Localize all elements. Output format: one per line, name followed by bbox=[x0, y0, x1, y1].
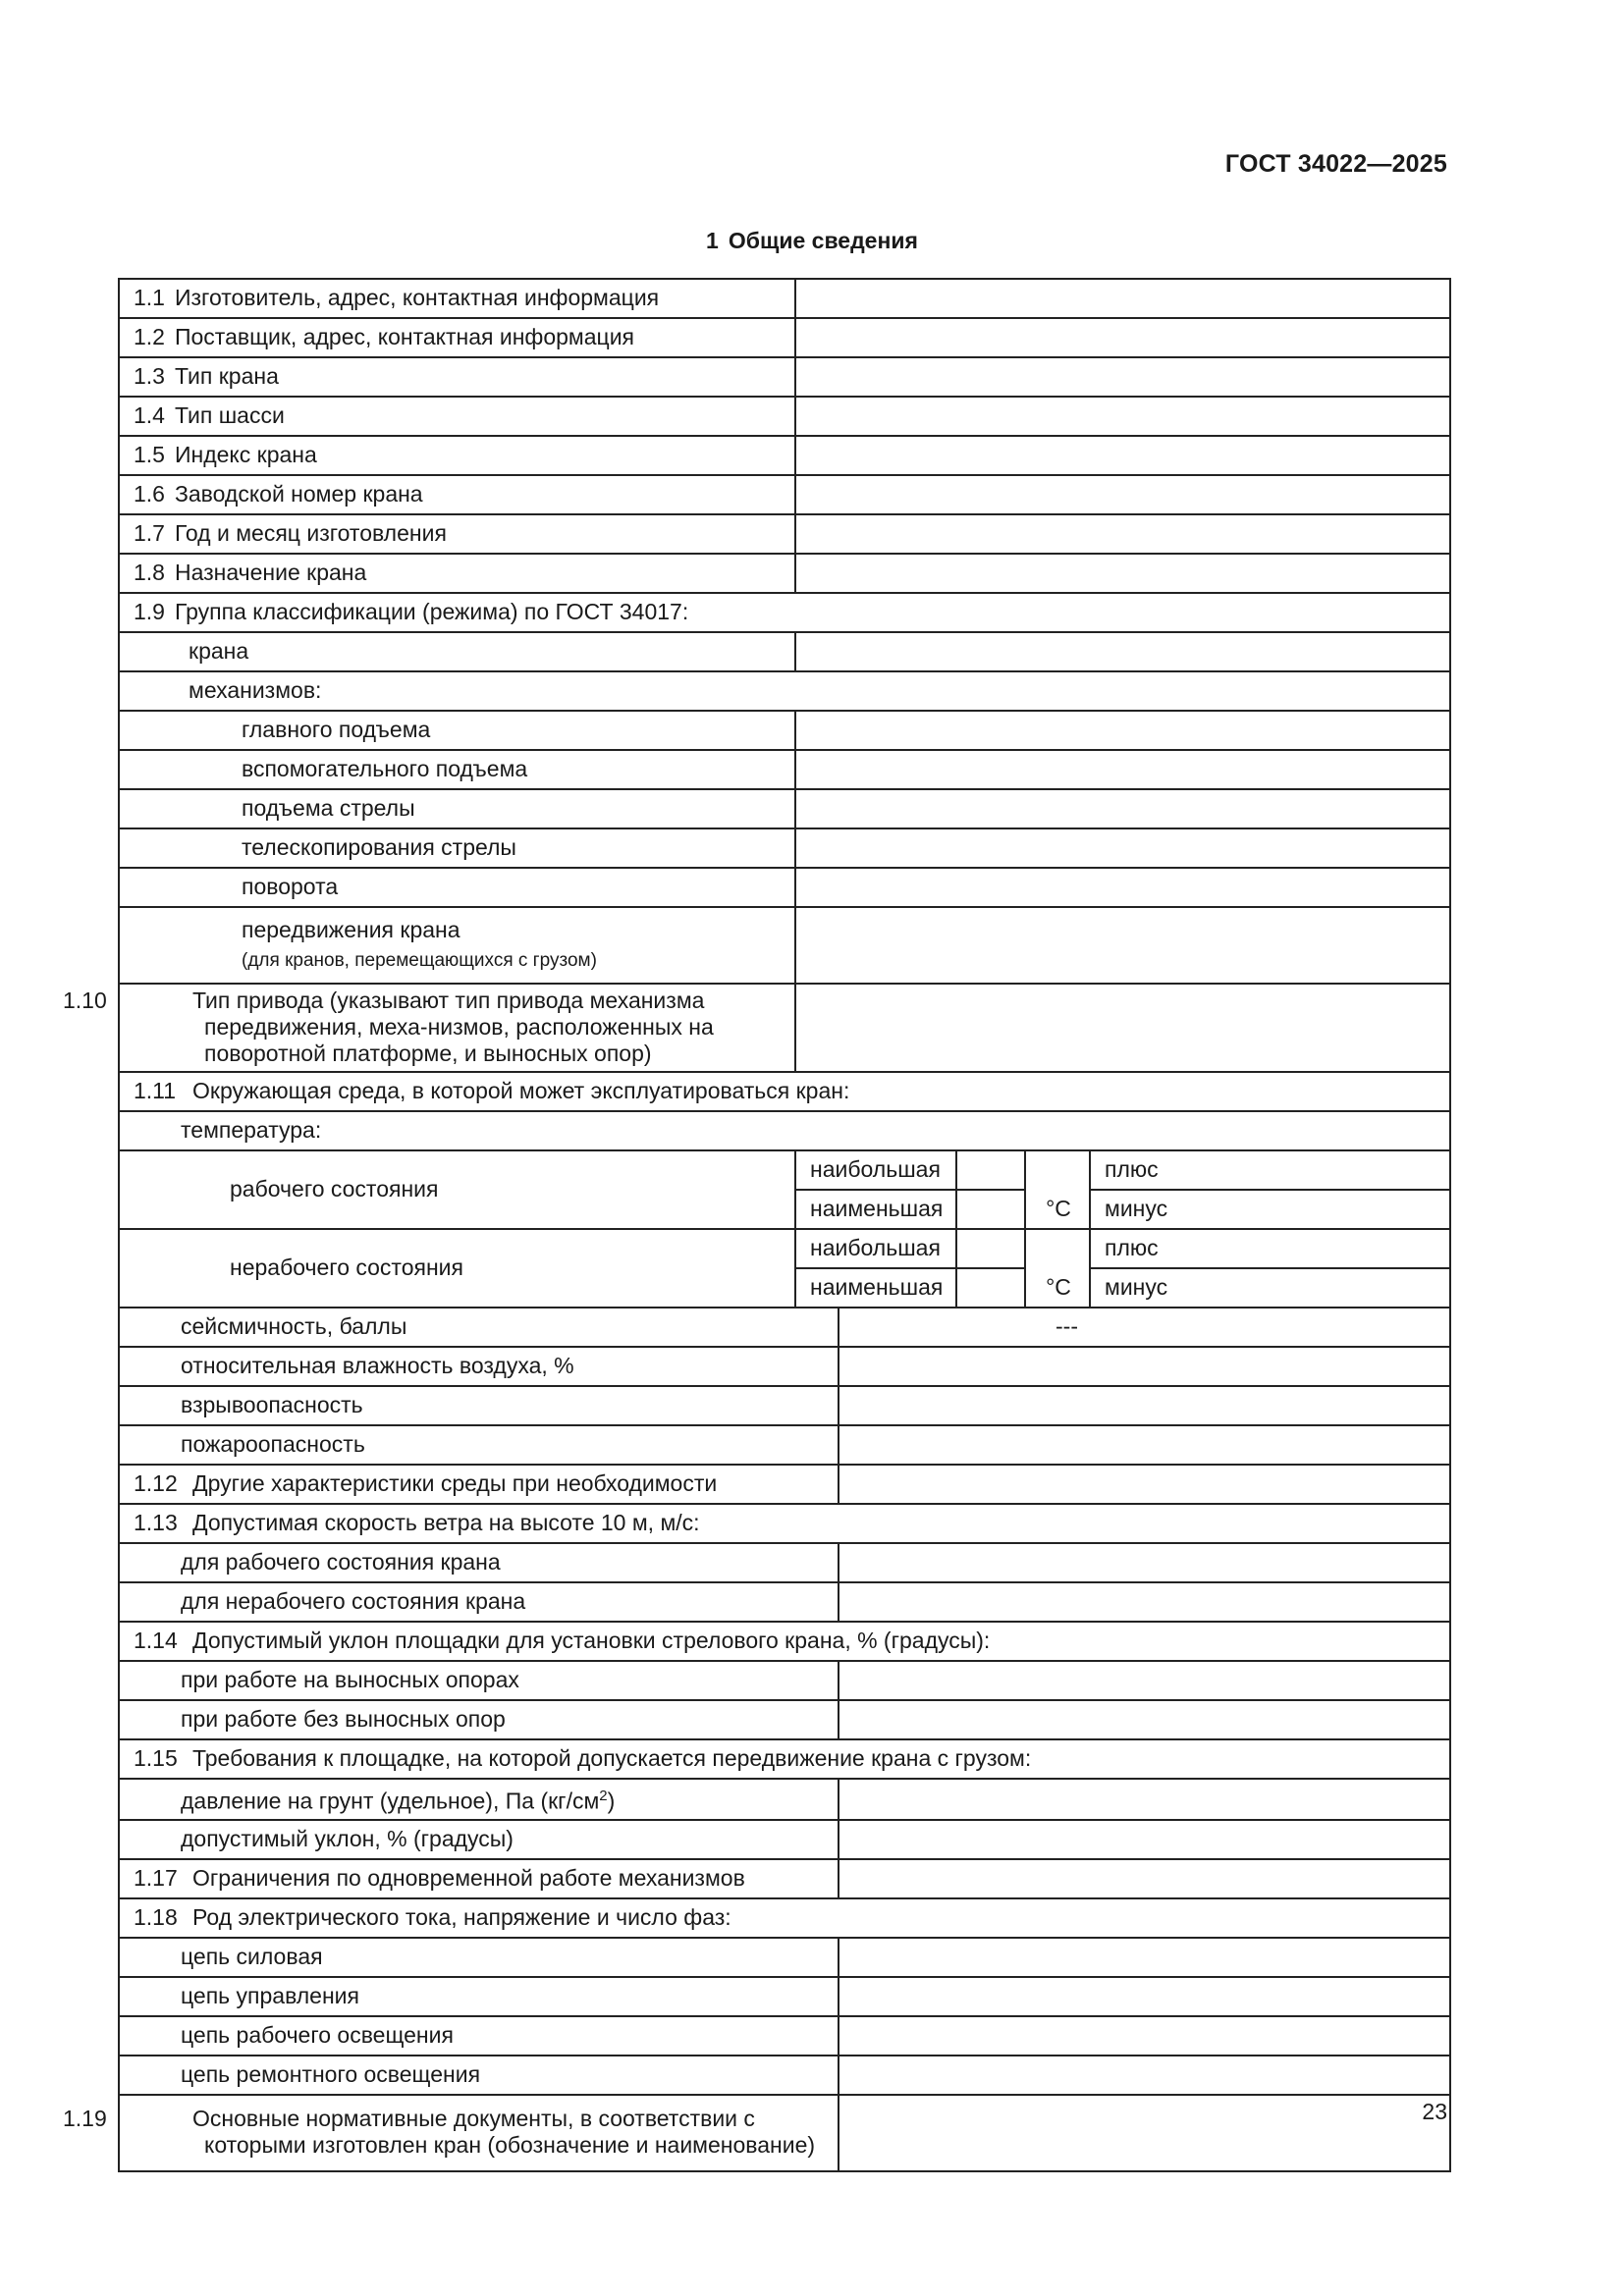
temp-sign: минус bbox=[1090, 1190, 1450, 1229]
table-row bbox=[119, 1661, 1450, 1700]
table-row bbox=[119, 1229, 1450, 1268]
row-label: 1.12 Другие характеристики среды при необходимости bbox=[119, 1465, 839, 1504]
value-cell[interactable] bbox=[795, 357, 1450, 397]
value-cell[interactable] bbox=[839, 1582, 1450, 1622]
row-label: относительная влажность воздуха, % bbox=[119, 1347, 839, 1386]
value-cell[interactable] bbox=[795, 475, 1450, 514]
row-label: крана bbox=[119, 632, 795, 671]
value-cell[interactable] bbox=[839, 1661, 1450, 1700]
row-label: 1.3 Тип крана bbox=[119, 357, 795, 397]
row-label: 1.1 Изготовитель, адрес, контактная информация bbox=[119, 279, 795, 318]
row-note: (для кранов, перемещающихся с грузом) bbox=[242, 949, 597, 971]
row-label: 1.10 Тип привода (указывают тип привода механизма передвижения, меха-низмов, расположенных на поворотной платформе, и выносных опор) bbox=[119, 984, 795, 1072]
value-cell[interactable] bbox=[839, 1779, 1450, 1820]
table-row bbox=[119, 514, 1450, 554]
temp-sign: минус bbox=[1090, 1268, 1450, 1308]
temp-kind-label: наименьшая bbox=[795, 1268, 956, 1308]
row-label: допустимый уклон, % (градусы) bbox=[119, 1820, 839, 1859]
table-row bbox=[119, 1425, 1450, 1465]
row-label: давление на грунт (удельное), Па $(кг/см^2)$ bbox=[119, 1779, 839, 1820]
table-row bbox=[119, 1779, 1450, 1820]
row-label: подъема стрелы bbox=[119, 789, 795, 828]
table-row bbox=[119, 1938, 1450, 1977]
value-cell[interactable] bbox=[839, 1543, 1450, 1582]
temp-unit: °C bbox=[1025, 1150, 1090, 1229]
section-title bbox=[0, 228, 1624, 254]
value-cell[interactable] bbox=[839, 1700, 1450, 1739]
table-row bbox=[119, 1622, 1450, 1661]
table-row bbox=[119, 1898, 1450, 1938]
row-label: 1.5 Индекс крана bbox=[119, 436, 795, 475]
table-row bbox=[119, 1543, 1450, 1582]
temp-kind-label: наибольшая bbox=[795, 1150, 956, 1190]
row-label: при работе без выносных опор bbox=[119, 1700, 839, 1739]
table-row bbox=[119, 1582, 1450, 1622]
row-label: сейсмичность, баллы bbox=[119, 1308, 839, 1347]
row-label: для рабочего состояния крана bbox=[119, 1543, 839, 1582]
table-row bbox=[119, 397, 1450, 436]
value-cell[interactable] bbox=[795, 514, 1450, 554]
row-label: цепь ремонтного освещения bbox=[119, 2056, 839, 2095]
row-label: рабочего состояния bbox=[119, 1150, 795, 1229]
row-label: цепь рабочего освещения bbox=[119, 2016, 839, 2056]
value-cell[interactable] bbox=[839, 1938, 1450, 1977]
table-row bbox=[119, 1111, 1450, 1150]
value-cell[interactable] bbox=[839, 1308, 1450, 1347]
row-label: механизмов: bbox=[119, 671, 1450, 711]
row-label: 1.17 Ограничения по одновременной работе механизмов bbox=[119, 1859, 839, 1898]
row-label: нерабочего состояния bbox=[119, 1229, 795, 1308]
table-row bbox=[119, 789, 1450, 828]
value-cell[interactable] bbox=[795, 279, 1450, 318]
value-cell[interactable] bbox=[839, 1347, 1450, 1386]
table-row bbox=[119, 593, 1450, 632]
seismic-value: --- bbox=[1056, 1313, 1078, 1339]
temp-value-cell[interactable] bbox=[956, 1150, 1025, 1190]
table-row bbox=[119, 1465, 1450, 1504]
table-row bbox=[119, 1739, 1450, 1779]
table-row bbox=[119, 750, 1450, 789]
row-label: вспомогательного подъема bbox=[119, 750, 795, 789]
value-cell[interactable] bbox=[795, 984, 1450, 1072]
row-label: поворота bbox=[119, 868, 795, 907]
row-label: 1.8 Назначение крана bbox=[119, 554, 795, 593]
value-cell[interactable] bbox=[839, 2095, 1450, 2171]
table-row bbox=[119, 907, 1450, 984]
page-number: 23 bbox=[1422, 2099, 1447, 2124]
value-cell[interactable] bbox=[839, 1425, 1450, 1465]
table-row bbox=[119, 1150, 1450, 1190]
value-cell[interactable] bbox=[795, 632, 1450, 671]
value-cell[interactable] bbox=[795, 828, 1450, 868]
value-cell[interactable] bbox=[839, 2056, 1450, 2095]
row-label: передвижения крана (для кранов, перемещающихся с грузом) bbox=[119, 907, 795, 984]
table-row bbox=[119, 1386, 1450, 1425]
table-row bbox=[119, 1977, 1450, 2016]
value-cell[interactable] bbox=[839, 1820, 1450, 1859]
table-row bbox=[119, 1072, 1450, 1111]
temp-kind-label: наименьшая bbox=[795, 1190, 956, 1229]
row-label: при работе на выносных опорах bbox=[119, 1661, 839, 1700]
table-row bbox=[119, 2056, 1450, 2095]
table-row bbox=[119, 671, 1450, 711]
table-row bbox=[119, 1820, 1450, 1859]
value-cell[interactable] bbox=[839, 1465, 1450, 1504]
row-label: 1.11 Окружающая среда, в которой может эксплуатироваться кран: bbox=[119, 1072, 1450, 1111]
temp-unit: °C bbox=[1025, 1229, 1090, 1308]
table-row bbox=[119, 554, 1450, 593]
document-code: ГОСТ 34022—2025 bbox=[1224, 150, 1447, 178]
row-label: цепь управления bbox=[119, 1977, 839, 2016]
row-label: 1.14 Допустимый уклон площадки для установки стрелового крана, % (градусы): bbox=[119, 1622, 1450, 1661]
row-label: 1.4 Тип шасси bbox=[119, 397, 795, 436]
value-cell[interactable] bbox=[795, 868, 1450, 907]
row-label: 1.7 Год и месяц изготовления bbox=[119, 514, 795, 554]
row-label: пожароопасность bbox=[119, 1425, 839, 1465]
row-label: взрывоопасность bbox=[119, 1386, 839, 1425]
row-label: 1.2 Поставщик, адрес, контактная информация bbox=[119, 318, 795, 357]
table-row bbox=[119, 711, 1450, 750]
table-row bbox=[119, 1308, 1450, 1347]
table-row bbox=[119, 1859, 1450, 1898]
temp-value-cell[interactable] bbox=[956, 1190, 1025, 1229]
row-label: 1.19 Основные нормативные документы, в соответствии с которыми изготовлен кран (обозначение и наименование) bbox=[119, 2095, 839, 2171]
value-cell[interactable] bbox=[795, 789, 1450, 828]
temp-sign: плюс bbox=[1090, 1229, 1450, 1268]
table-row bbox=[119, 279, 1450, 318]
row-label: главного подъема bbox=[119, 711, 795, 750]
section-number: 1 bbox=[706, 228, 719, 253]
table-row bbox=[119, 318, 1450, 357]
value-cell[interactable] bbox=[795, 711, 1450, 750]
temp-sign: плюс bbox=[1090, 1150, 1450, 1190]
table-row bbox=[119, 984, 1450, 1072]
value-cell[interactable] bbox=[795, 554, 1450, 593]
value-cell[interactable] bbox=[839, 1386, 1450, 1425]
row-label: телескопирования стрелы bbox=[119, 828, 795, 868]
value-cell[interactable] bbox=[795, 750, 1450, 789]
table-row bbox=[119, 1504, 1450, 1543]
table-row bbox=[119, 475, 1450, 514]
value-cell[interactable] bbox=[795, 318, 1450, 357]
temp-kind-label: наибольшая bbox=[795, 1229, 956, 1268]
row-label: 1.9 Группа классификации (режима) по ГОСТ 34017: bbox=[119, 593, 1450, 632]
value-cell[interactable] bbox=[839, 1977, 1450, 2016]
row-label: 1.18 Род электрического тока, напряжение и число фаз: bbox=[119, 1898, 1450, 1938]
temp-value-cell[interactable] bbox=[956, 1268, 1025, 1308]
general-info-table bbox=[63, 278, 1451, 2172]
table-row bbox=[119, 2016, 1450, 2056]
value-cell[interactable] bbox=[839, 2016, 1450, 2056]
value-cell[interactable] bbox=[795, 436, 1450, 475]
table-row bbox=[119, 1700, 1450, 1739]
row-label: 1.15 Требования к площадке, на которой допускается передвижение крана с грузом: bbox=[119, 1739, 1450, 1779]
table-row bbox=[119, 632, 1450, 671]
table-row bbox=[119, 1347, 1450, 1386]
value-cell[interactable] bbox=[795, 397, 1450, 436]
row-label: для нерабочего состояния крана bbox=[119, 1582, 839, 1622]
table-row bbox=[119, 436, 1450, 475]
table-row bbox=[119, 2095, 1450, 2171]
row-label: 1.6 Заводской номер крана bbox=[119, 475, 795, 514]
row-label: 1.13 Допустимая скорость ветра на высоте 10 м, м/с: bbox=[119, 1504, 1450, 1543]
table-row bbox=[119, 357, 1450, 397]
table-row bbox=[119, 828, 1450, 868]
value-cell[interactable] bbox=[839, 1859, 1450, 1898]
row-label: цепь силовая bbox=[119, 1938, 839, 1977]
value-cell[interactable] bbox=[795, 907, 1450, 984]
row-label: температура: bbox=[119, 1111, 1450, 1150]
temp-value-cell[interactable] bbox=[956, 1229, 1025, 1268]
table-row bbox=[119, 868, 1450, 907]
section-title-text: Общие сведения bbox=[728, 228, 918, 253]
